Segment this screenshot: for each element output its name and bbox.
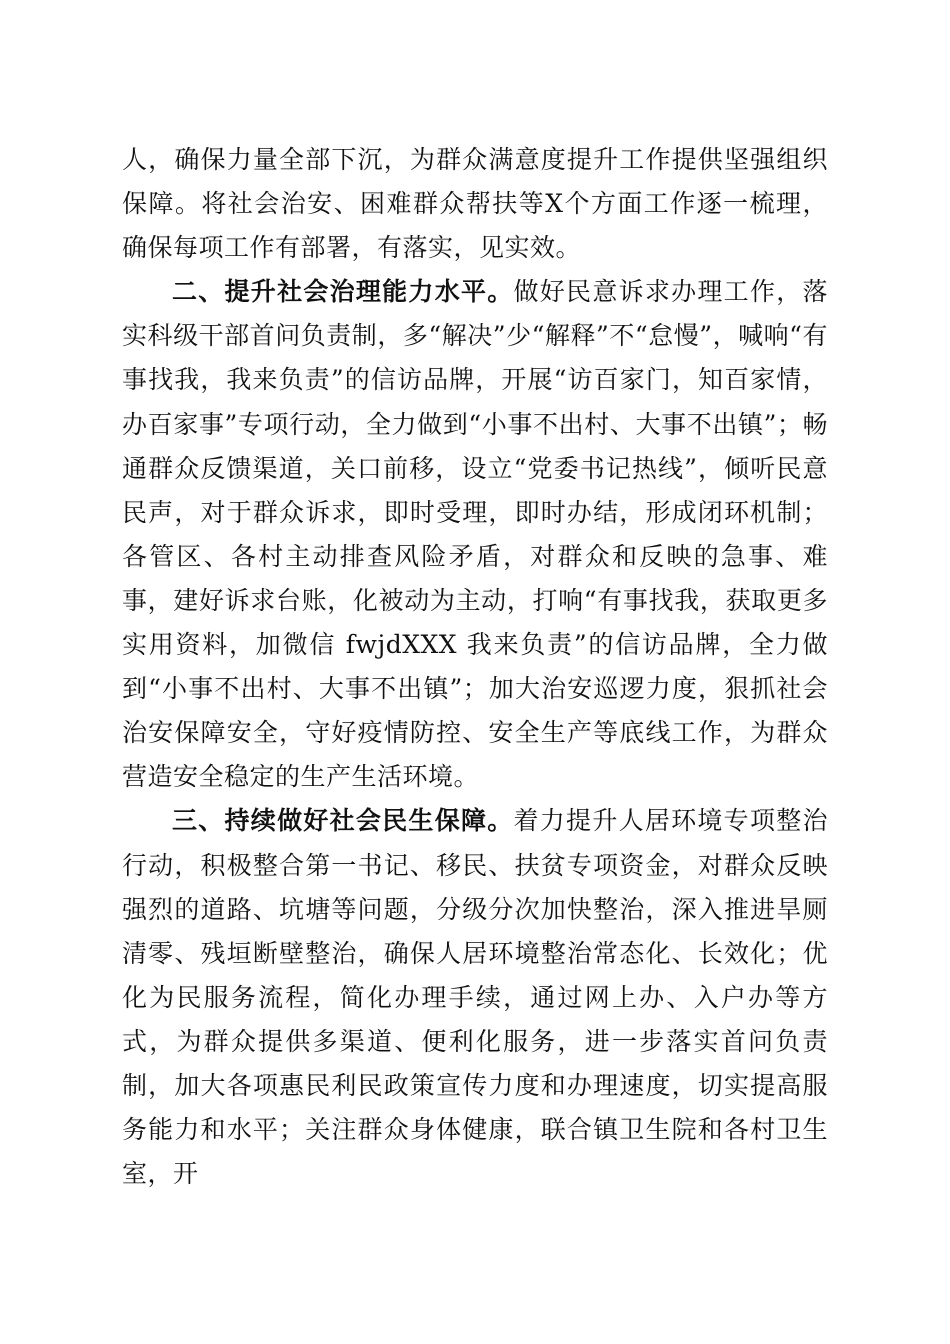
section-heading: 三、持续做好社会民生保障。 <box>172 806 514 836</box>
paragraph-text: 人，确保力量全部下沉，为群众满意度提升工作提供坚强组织保障。将社会治安、困难群众帮扶等X个方面工作逐一梳理，确保每项工作有部署，有落实，见实效。 <box>122 145 828 263</box>
paragraph-text: 着力提升人居环境专项整治行动，积极整合第一书记、移民、扶贫专项资金，对群众反映强烈的道路、坑塘等问题，分级分次加快整治，深入推进旱厕清零、残垣断壁整治，确保人居环境整治常态化、长效化；优化为民服务流程，简化办理手续，通过网上办、入户办等方式，为群众提供多渠道、便利化服务，进一步落实首问负责制，加大各项惠民利民政策宣传力度和办理速度，切实提高服务能力和水平；关注群众身体健康，联合镇卫生院和各村卫生室，开 <box>122 806 828 1189</box>
paragraph-text: 做好民意诉求办理工作，落实科级干部首问负责制，多“解决”少“解释”不“怠慢”，喊响“有事找我，我来负责”的信访品牌，开展“访百家门，知百家情，办百家事”专项行动，全力做到“小事不出村、大事不出镇”；畅通群众反馈渠道，关口前移，设立“党委书记热线”，倾听民意民声，对于群众诉求，即时受理，即时办结，形成闭环机制；各管区、各村主动排查风险矛盾，对群众和反映的急事、难事，建好诉求台账，化被动为主动，打响“有事找我，获取更多实用资料，加微信 fwjdXXX 我来负责”的信访品牌，全力做到“小事不出村、大事不出镇”；加大治安巡逻力度，狠抓社会治安保障安全，守好疫情防控、安全生产等底线工作，为群众营造安全稳定的生产生活环境。 <box>122 277 828 792</box>
paragraph-social-governance <box>122 270 828 799</box>
paragraph-livelihood <box>122 799 828 1196</box>
paragraph-continuation <box>122 138 828 270</box>
document-body <box>122 138 828 1196</box>
section-heading: 二、提升社会治理能力水平。 <box>172 277 514 307</box>
